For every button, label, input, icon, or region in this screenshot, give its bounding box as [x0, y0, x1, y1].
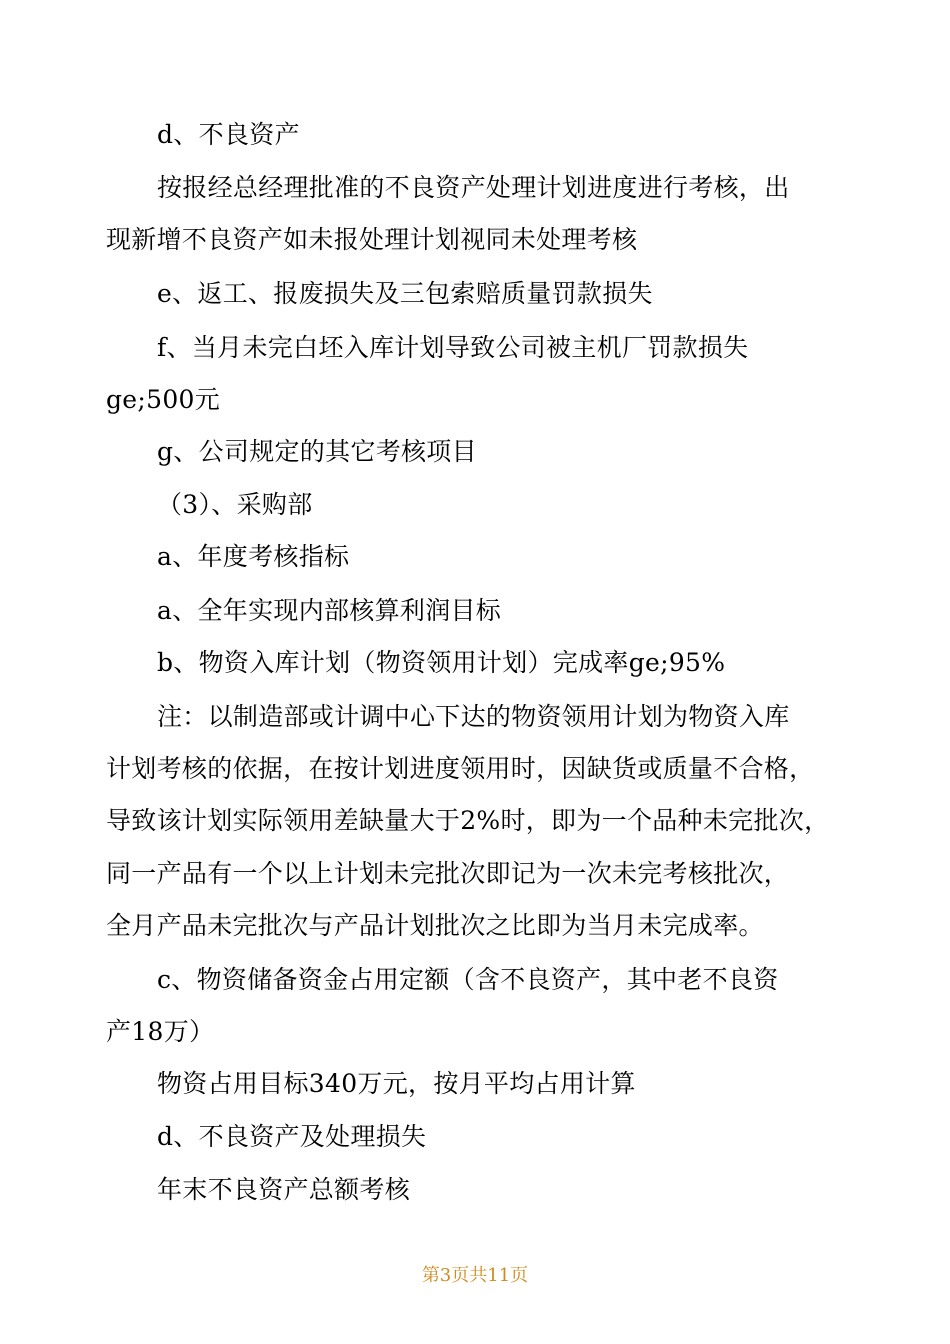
paragraph-line: 计划考核的依据，在按计划进度领用时，因缺货或质量不合格， — [106, 754, 815, 783]
page-number-footer: 第3页共11页 — [421, 1265, 529, 1286]
item-f-line: f、当月未完白坯入库计划导致公司被主机厂罚款损失 — [157, 333, 749, 362]
item-d-heading: d、不良资产 — [157, 120, 300, 149]
item-d-line: d、不良资产及处理损失 — [157, 1122, 427, 1151]
item-a-line: a、全年实现内部核算利润目标 — [157, 596, 502, 625]
paragraph-line: 年末不良资产总额考核 — [157, 1175, 411, 1204]
paragraph-line: 物资占用目标340万元，按月平均占用计算 — [157, 1069, 636, 1098]
paragraph-line: 导致该计划实际领用差缺量大于2%时，即为一个品种未完批次， — [106, 806, 830, 835]
item-a-heading: a、年度考核指标 — [157, 542, 350, 571]
section-heading-purchasing: （3）、采购部 — [157, 490, 313, 519]
item-g-line: g、公司规定的其它考核项目 — [157, 437, 477, 466]
paragraph-line: 按报经总经理批准的不良资产处理计划进度进行考核，出 — [157, 173, 790, 202]
item-e-line: e、返工、报废损失及三包索赔质量罚款损失 — [157, 279, 653, 308]
paragraph-line: 产18万） — [106, 1017, 215, 1046]
paragraph-line: 全月产品未完批次与产品计划批次之比即为当月未完成率。 — [106, 911, 764, 940]
item-c-line: c、物资储备资金占用定额（含不良资产，其中老不良资 — [157, 965, 779, 994]
paragraph-line: ge;500元 — [106, 385, 221, 414]
paragraph-line: 现新增不良资产如未报处理计划视同未处理考核 — [106, 225, 638, 254]
note-line: 注：以制造部或计调中心下达的物资领用计划为物资入库 — [157, 702, 790, 731]
paragraph-line: 同一产品有一个以上计划未完批次即记为一次未完考核批次， — [106, 859, 790, 888]
item-b-line: b、物资入库计划（物资领用计划）完成率ge;95% — [157, 648, 726, 677]
